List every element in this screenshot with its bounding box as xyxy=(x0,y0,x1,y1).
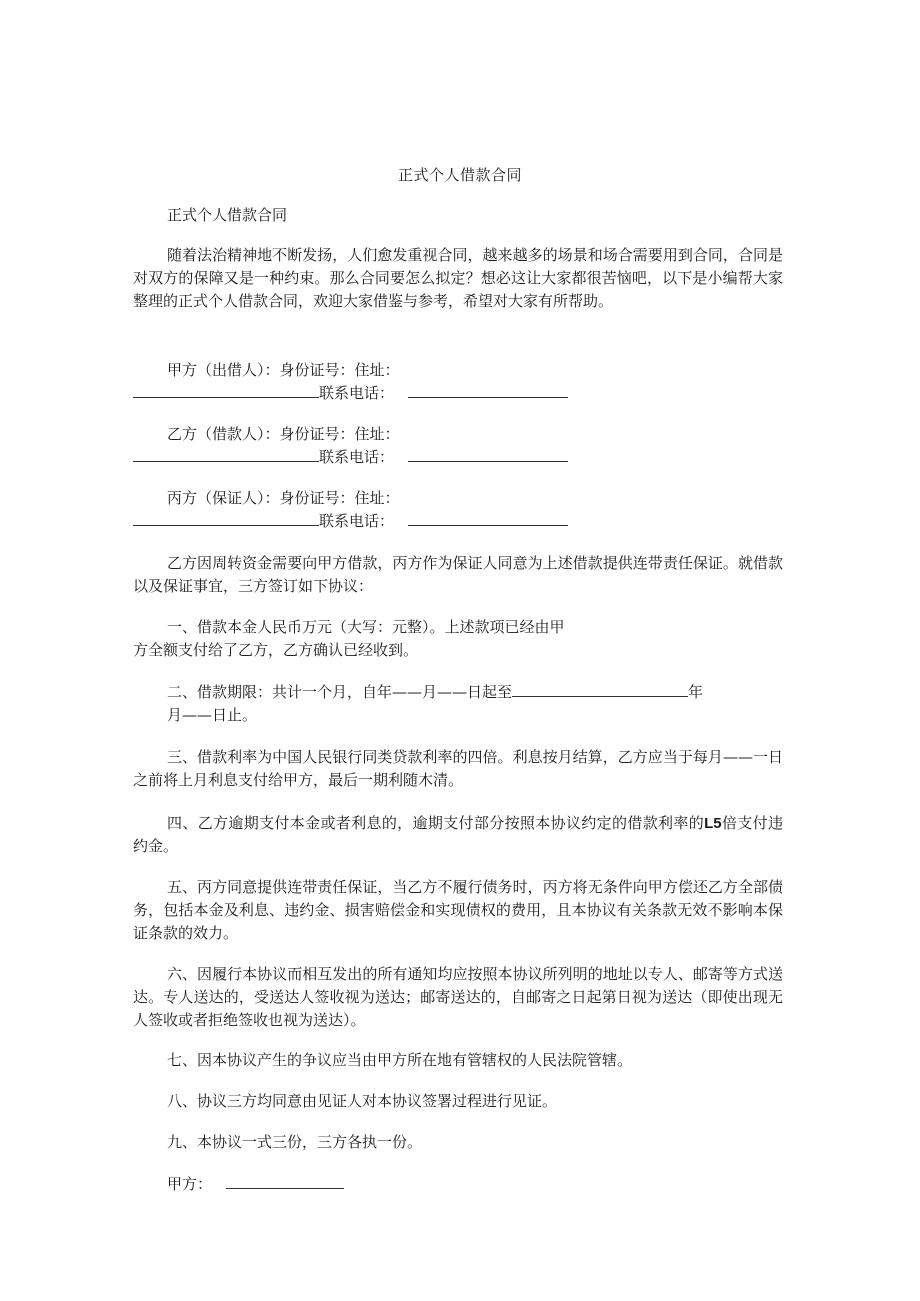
clause-2 xyxy=(133,681,783,727)
document-title: 正式个人借款合同 xyxy=(397,166,522,184)
party-c-contact-line xyxy=(133,510,783,533)
party-b-address-blank xyxy=(133,447,319,462)
signature-blank xyxy=(226,1174,344,1189)
party-a-phone-blank xyxy=(408,383,568,398)
clause-2-line-2: 月——日止。 xyxy=(167,706,258,724)
clause-2-line-1 xyxy=(133,681,783,704)
party-a-block xyxy=(133,359,783,405)
party-b-role: 乙方（借款人）：身份证号：住址： xyxy=(167,425,400,443)
clause-2-text-a: 二、借款期限：共计一个月，自年——月——日起至 xyxy=(167,683,513,701)
clause-6: 六、因履行本协议而相互发出的所有通知均应按照本协议所列明的地址以专人、邮寄等方式送达。专人送达的，受送达人签收视为送达；邮寄送达的，自邮寄之日起第日视为送达（即使出现无人签收或者拒绝签收也视为送达）。 xyxy=(133,965,783,1029)
party-b-block xyxy=(133,423,783,469)
clause-1-line-1: 一、借款本金人民币万元（大写：元整）。上述款项已经由甲 xyxy=(167,618,565,636)
party-b-phone-blank xyxy=(408,447,568,462)
party-a-address-blank xyxy=(133,383,319,398)
party-c-phone-label: 联系电话： xyxy=(319,512,395,530)
clause-2-text-b: 年 xyxy=(688,683,704,701)
clause-7: 七、因本协议产生的争议应当由甲方所在地有管辖权的人民法院管辖。 xyxy=(167,1051,633,1069)
party-c-phone-blank xyxy=(408,511,568,526)
signature-line xyxy=(133,1173,783,1196)
intro-paragraph: 随着法治精神地不断发扬，人们愈发重视合同，越来越多的场景和场合需要用到合同，合同是对双方的保障又是一种约束。那么合同要怎么拟定？想必这让大家都很苦恼吧，以下是小编帮大家整理的正式个人借款合同，欢迎大家借鉴与参考，希望对大家有所帮助。 xyxy=(133,246,783,310)
clause-2-date-blank xyxy=(512,682,688,697)
party-c-address-blank xyxy=(133,511,319,526)
clause-9: 九、本协议一式三份，三方各执一份。 xyxy=(167,1133,423,1151)
signature-label: 甲方： xyxy=(167,1175,213,1193)
preamble-paragraph: 乙方因周转资金需要向甲方借款，丙方作为保证人同意为上述借款提供连带责任保证。就借款以及保证事宜，三方签订如下协议： xyxy=(133,554,783,595)
party-c-block xyxy=(133,487,783,533)
clause-4-number: L5 xyxy=(704,815,722,832)
clause-1 xyxy=(133,616,783,662)
clause-3: 三、借款利率为中国人民银行同类贷款利率的四倍。利息按月结算，乙方应当于每月——一日之前将上月利息支付给甲方，最后一期利随木清。 xyxy=(133,748,783,789)
party-b-phone-label: 联系电话： xyxy=(319,448,395,466)
party-b-contact-line xyxy=(133,446,783,469)
clause-4-text-a: 四、乙方逾期支付本金或者利息的，逾期支付部分按照本协议约定的借款利率的 xyxy=(167,814,705,832)
clause-8: 八、协议三方均同意由见证人对本协议签署过程进行见证。 xyxy=(167,1092,558,1110)
party-c-role: 丙方（保证人）：身份证号：住址： xyxy=(167,489,400,507)
clause-5: 五、丙方同意提供连带责任保证，当乙方不履行债务时，丙方将无条件向甲方偿还乙方全部债务，包括本金及利息、违约金、损害赔偿金和实现债权的费用，且本协议有关条款无效不影响本保证条款的效力。 xyxy=(133,878,783,942)
clause-4-text-b: 倍支付违约金。 xyxy=(133,814,783,855)
party-a-role: 甲方（出借人）：身份证号：住址： xyxy=(167,361,400,379)
document-subtitle: 正式个人借款合同 xyxy=(167,206,288,224)
clause-1-line-2: 方全额支付给了乙方，乙方确认已经收到。 xyxy=(133,641,419,659)
party-a-contact-line xyxy=(133,382,783,405)
party-a-phone-label: 联系电话： xyxy=(319,384,395,402)
clause-4 xyxy=(133,812,783,858)
